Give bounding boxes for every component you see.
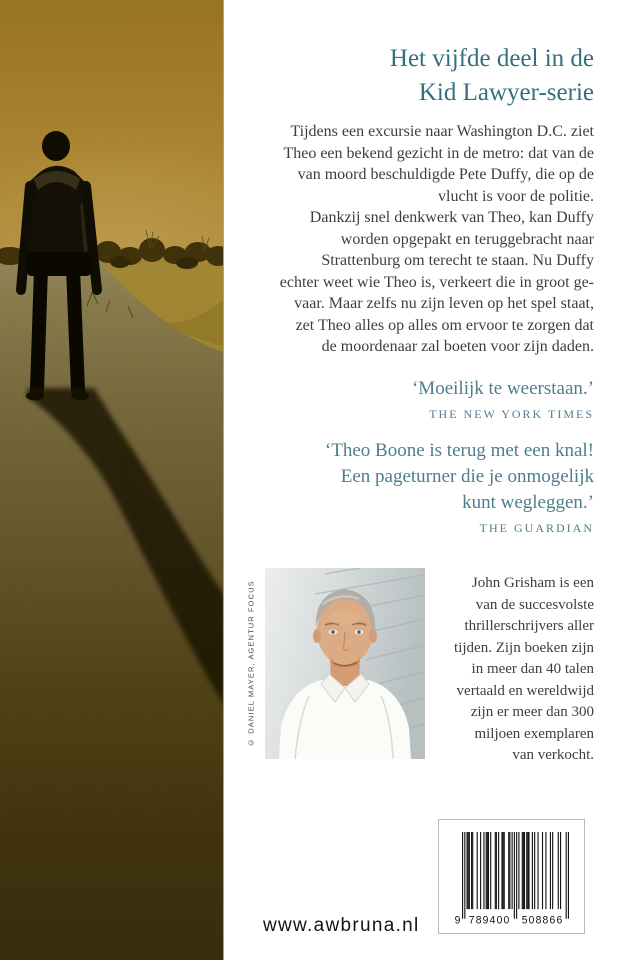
barcode-svg — [453, 832, 569, 926]
isbn-barcode — [438, 819, 585, 934]
synopsis-line: echter weet wie Theo is, verkeert die in groot ge- — [279, 273, 594, 291]
synopsis-line: vaar. Maar zelfs nu zijn leven op het spel staat, — [294, 295, 594, 312]
quote-source-nyt: THE NEW YORK TIMES — [429, 406, 594, 421]
synopsis-line: Dankzij snel denkwerk van Theo, kan Duffy — [309, 209, 594, 226]
author-bio — [454, 573, 594, 767]
synopsis-line: de moordenaar zal boeten voor zijn daden. — [321, 338, 594, 355]
quote-line: ‘Moeilijk te weerstaan.’ — [411, 377, 594, 399]
bio-line: zijn er meer dan 300 — [470, 704, 594, 720]
review-quote-guardian — [233, 438, 594, 516]
synopsis-line: Strattenburg om terecht te staan. Nu Duffy — [321, 252, 594, 269]
barcode-group2: 508866 — [521, 914, 563, 926]
quote-line: Een pageturner die je onmogelijk — [340, 465, 594, 487]
synopsis — [233, 121, 594, 358]
author-section — [265, 568, 594, 767]
back-cover-text-column — [223, 0, 625, 960]
barcode-bars — [462, 832, 569, 919]
quote-source-guardian: THE GUARDIAN — [479, 520, 594, 535]
road-photo-art — [0, 0, 223, 960]
author-portrait-art — [265, 568, 425, 759]
synopsis-line: vlucht is voor de politie. — [438, 187, 594, 205]
barcode-digit-lead: 9 — [454, 914, 461, 926]
photo-grain — [0, 0, 223, 960]
publisher-website: www.awbruna.nl — [263, 915, 420, 936]
quote-line: kunt wegleggen.’ — [462, 491, 594, 513]
barcode-group1: 789400 — [468, 914, 510, 926]
bio-line: van verkocht. — [512, 747, 594, 763]
synopsis-line: Tijdens een excursie naar Washington D.C. ziet — [290, 123, 594, 140]
review-quote-nyt — [233, 376, 594, 402]
photo-credit: © DANIEL MAYER, AGENTUR FOCUS — [246, 580, 256, 747]
synopsis-line: van moord beschuldigde Pete Duffy, die op de — [297, 166, 594, 183]
cover-photo-road-silhouette — [0, 0, 224, 960]
bio-line: tijden. Zijn boeken zijn — [454, 639, 594, 656]
bio-line: van de succesvolste — [475, 596, 594, 613]
author-portrait-photo — [265, 568, 425, 759]
series-title-line: Het vijfde deel in de — [389, 45, 594, 72]
synopsis-line: worden opgepakt en teruggebracht naar — [340, 230, 594, 248]
quote-line: ‘Theo Boone is terug met een knal! — [324, 439, 594, 461]
series-title-line: Kid Lawyer-serie — [418, 79, 594, 106]
bio-line: John Grisham is een — [471, 575, 594, 591]
bio-line: in meer dan 40 talen — [471, 661, 594, 677]
synopsis-line: Theo een bekend gezicht in de metro: dat van de — [283, 144, 594, 162]
bio-line: miljoen exemplaren — [474, 725, 594, 742]
series-title — [233, 42, 594, 110]
bio-line: thrillerschrijvers aller — [464, 618, 594, 634]
synopsis-line: zet Theo alles op alles om ervoor te zorgen dat — [295, 316, 594, 334]
bio-line: vertaald en wereldwijd — [456, 682, 594, 699]
